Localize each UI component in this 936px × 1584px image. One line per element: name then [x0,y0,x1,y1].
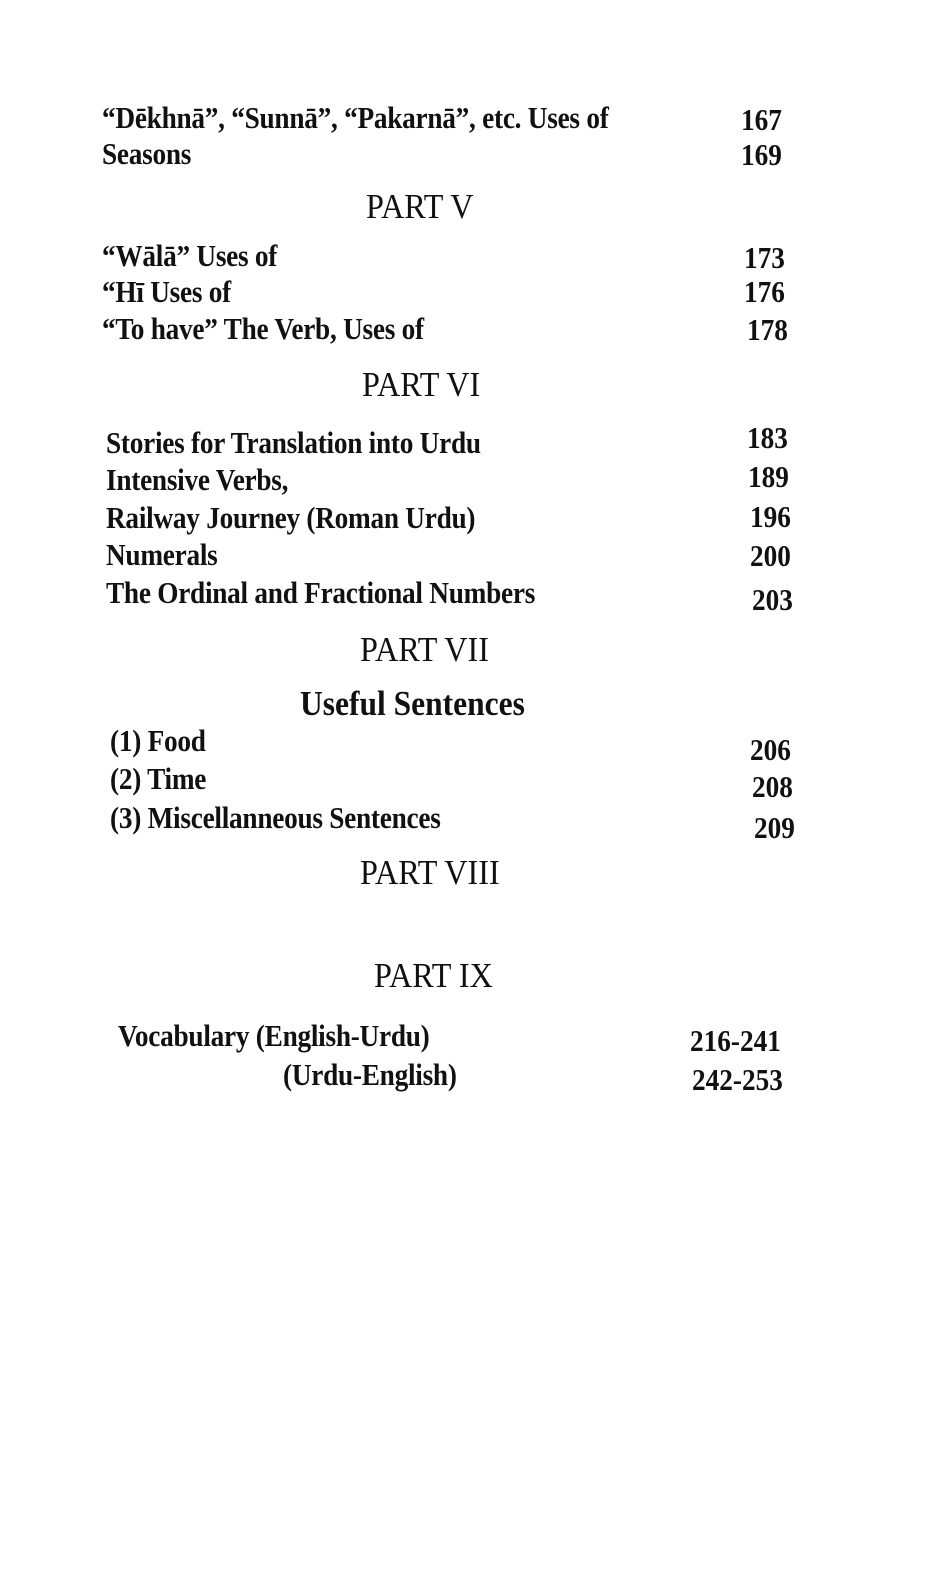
toc-entry-title: Stories for Translation into Urdu [106,425,481,460]
toc-entry-title: Railway Journey (Roman Urdu) [106,500,476,535]
toc-entry-title: (1) Food [110,723,206,758]
toc-entry-page: 189 [748,459,789,494]
toc-entry-page: 203 [752,582,793,617]
part-heading: PART VII [360,630,490,669]
part-heading: PART IX [374,956,493,995]
toc-entry-page: 183 [747,420,788,455]
toc-entry-page: 206 [750,732,791,767]
toc-entry-page: 167 [741,102,782,137]
toc-entry-page: 208 [752,769,793,804]
toc-entry-page: 178 [747,312,788,347]
toc-entry-title: (Urdu-English) [283,1057,457,1092]
toc-entry-title: Numerals [106,537,218,572]
part-heading: PART VI [362,365,481,404]
toc-entry-title: “Wālā” Uses of [102,238,278,273]
toc-entry-title: “Dēkhnā”, “Sunnā”, “Pakarnā”, etc. Uses of [102,100,609,135]
toc-entry-title: “To have” The Verb, Uses of [102,311,424,346]
toc-entry-title: Vocabulary (English-Urdu) [118,1018,430,1053]
toc-entry-page: 216-241 [690,1023,781,1058]
toc-entry-title: Intensive Verbs, [106,462,289,497]
toc-entry-title: (2) Time [110,761,207,796]
toc-entry-page: 200 [750,538,791,573]
toc-entry-title: (3) Miscellanneous Sentences [110,800,441,835]
toc-entry-page: 176 [744,274,785,309]
toc-entry-title: Seasons [102,136,192,171]
toc-entry-page: 173 [744,240,785,275]
part-heading: PART V [366,187,474,226]
part-heading: PART VIII [360,853,500,892]
toc-entry-title: The Ordinal and Fractional Numbers [106,575,536,610]
section-subheading: Useful Sentences [300,684,525,723]
toc-entry-page: 209 [754,810,795,845]
toc-entry-page: 169 [741,137,782,172]
toc-entry-page: 242-253 [692,1062,783,1097]
toc-entry-page: 196 [750,499,791,534]
toc-entry-title: “Hī Uses of [102,274,231,309]
